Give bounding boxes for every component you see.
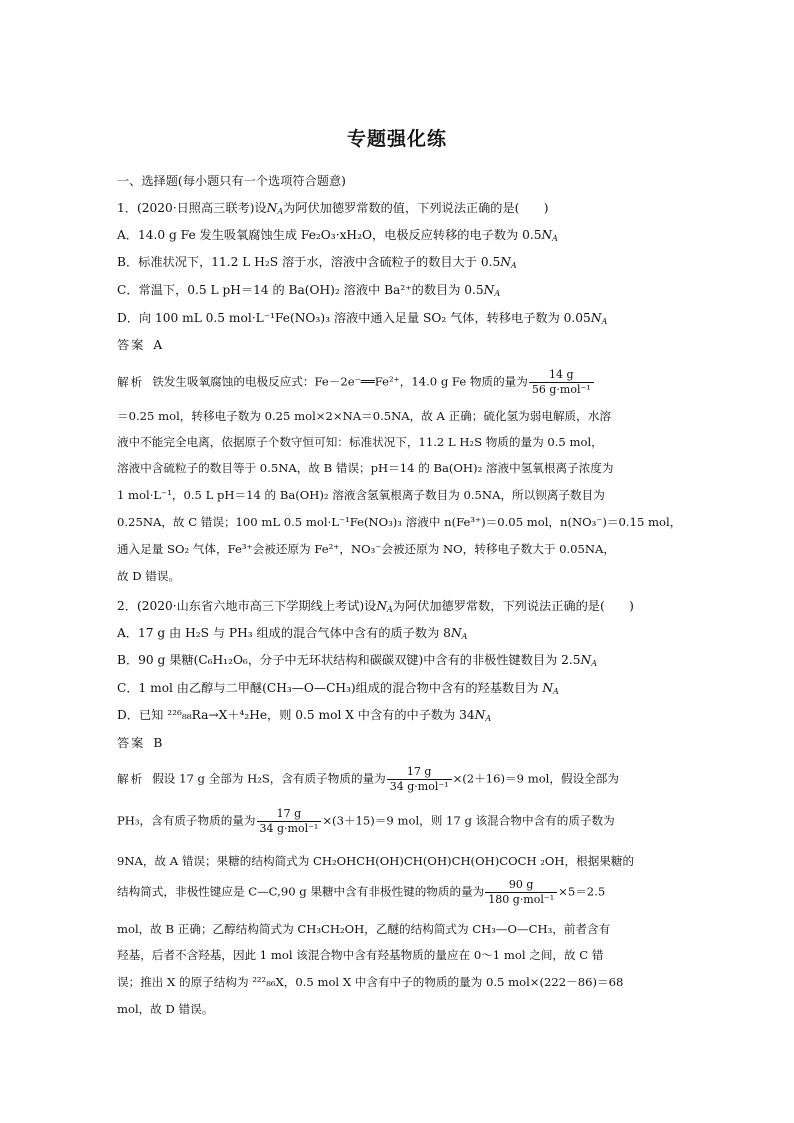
fraction: $\frac{14 g}{\text{56 g·mol⁻¹}}$ [529, 368, 594, 397]
question-2-option-b: B．90 g 果糖(C₆H₁₂O₆，分子中无环状结构和碳碳双键)中含有的非极性键数目为 $2.5N_A$ [117, 653, 597, 668]
question-1-analysis-line-5: 1 mol·L⁻¹，0.5 L pH＝14 的 Ba(OH)₂ 溶液含氢氧根离子数目为 0.5NA，所以钡离子数目为 [117, 488, 605, 502]
question-1-analysis-line-4: 溶液中含硫粒子的数目等于 0.5NA，故 B 错误；pH＝14 的 Ba(OH)₂ 溶液中氢氧根离子浓度为 [117, 461, 614, 475]
question-2-option-a: A．17 g 由 H₂S 与 PH₃ 组成的混合气体中含有的质子数为 $8N_A$ [117, 626, 468, 641]
question-1-analysis-line-8: 故 D 错误。 [117, 569, 181, 583]
question-2-analysis-line-1: 解析 假设 17 g 全部为 H₂S，含有质子物质的量为 $\frac{17 g}{\text{34 g·mol⁻¹}}$ ×(2＋16)＝9 mol，假设全部为 [117, 765, 619, 793]
question-2-analysis-line-5: mol，故 B 正确；乙醇结构简式为 CH₃CH₂OH，乙醚的结构简式为 CH₃—O—CH₃，前者含有 [117, 922, 611, 936]
fraction: $\frac{17 g}{\text{34 g·mol⁻¹}}$ [387, 765, 452, 794]
question-2-option-c: C．1 mol 由乙醇与二甲醚(CH₃—O—CH₃)组成的混合物中含有的羟基数目为 $N_A$ [117, 681, 559, 696]
fraction: $\frac{90 g}{\text{180 g·mol⁻¹}}$ [485, 878, 557, 907]
question-1-option-b: B．标准状况下，11.2 L H₂S 溶于水，溶液中含硫粒子的数目大于 $0.5N_A$ [117, 255, 517, 270]
page-title: 专题强化练 [346, 128, 447, 150]
question-2-analysis-line-8: mol，故 D 错误。 [117, 1002, 214, 1016]
question-1-analysis-line-3: 液中不能完全电离，依据原子个数守恒可知：标准状况下，11.2 L H₂S 物质的量为 0.5 mol， [117, 435, 603, 449]
question-1-analysis-line-2: ＝0.25 mol，转移电子数为 0.25 mol×2×NA＝0.5NA，故 A 正确；硫化氢为弱电解质，水溶 [117, 409, 611, 423]
question-2-analysis-line-4: 结构简式，非极性键应是 C—C,90 g 果糖中含有非极性键的物质的量为 $\frac{90 g}{\text{180 g·mol⁻¹}}$ ×5＝2.5 [117, 878, 606, 906]
question-2-answer: 答案 B [117, 736, 163, 750]
question-2-analysis-line-3: 9NA，故 A 错误；果糖的结构简式为 CH₂OHCH(OH)CH(OH)CH(OH)COCH ₂OH，根据果糖的 [117, 854, 635, 868]
question-2-analysis-line-2: PH₃，含有质子物质的量为 $\frac{17 g}{\text{34 g·mol⁻¹}}$ ×(3＋15)＝9 mol，则 17 g 该混合物中含有的质子数为 [117, 807, 615, 835]
section-heading: 一、选择题(每小题只有一个选项符合题意) [117, 174, 346, 188]
question-2-analysis-line-7: 误；推出 X 的原子结构为 ²²²₈₆X，0.5 mol X 中含有中子的物质的量为 0.5 mol×(222－86)＝68 [117, 975, 624, 989]
question-2-option-d: D．已知 ²²⁶₈₈Ra→X＋⁴₂He，则 0.5 mol X 中含有的中子数为 $34N_A$ [117, 708, 492, 723]
fraction: $\frac{17 g}{\text{34 g·mol⁻¹}}$ [257, 807, 322, 836]
question-1-option-c: C．常温下，0.5 L pH＝14 的 Ba(OH)₂ 溶液中 Ba²⁺的数目为 $0.5N_A$ [117, 283, 501, 298]
question-1-option-a: A．14.0 g Fe 发生吸氧腐蚀生成 Fe₂O₃·xH₂O，电极反应转移的电子数为 $0.5N_A$ [117, 228, 558, 243]
na-symbol: $N_A$ [266, 201, 284, 216]
question-2-stem: 2．(2020·山东省六地市高三下学期线上考试)设$N_A$为阿伏加德罗常数，下列说法正确的是( ) [117, 599, 634, 614]
question-1-analysis-line-7: 通入足量 SO₂ 气体，Fe³⁺会被还原为 Fe²⁺，NO₃⁻会被还原为 NO，转移电子数大于 0.05NA， [117, 542, 616, 556]
question-1-answer: 答案 A [117, 338, 163, 352]
question-1-analysis-line-1: 解析 铁发生吸氧腐蚀的电极反应式：Fe－2e⁻══Fe²⁺，14.0 g Fe 物质的量为 $\frac{14 g}{\text{56 g·mol⁻¹}}$ [117, 368, 687, 397]
question-1-stem: 1．(2020·日照高三联考)设$N_A$为阿伏加德罗常数的值，下列说法正确的是( ) [117, 201, 549, 216]
question-1-analysis-line-6: 0.25NA，故 C 错误；100 mL 0.5 mol·L⁻¹Fe(NO₃)₃ 溶液中 n(Fe³⁺)＝0.05 mol，n(NO₃⁻)＝0.15 mol， [117, 515, 682, 529]
question-2-analysis-line-6: 羟基，后者不含羟基，因此 1 mol 该混合物中含有羟基物质的量应在 0～1 mol 之间，故 C 错 [117, 948, 604, 962]
question-1-option-d: D．向 100 mL 0.5 mol·L⁻¹Fe(NO₃)₃ 溶液中通入足量 SO₂ 气体，转移电子数为 $0.05N_A$ [117, 311, 608, 326]
